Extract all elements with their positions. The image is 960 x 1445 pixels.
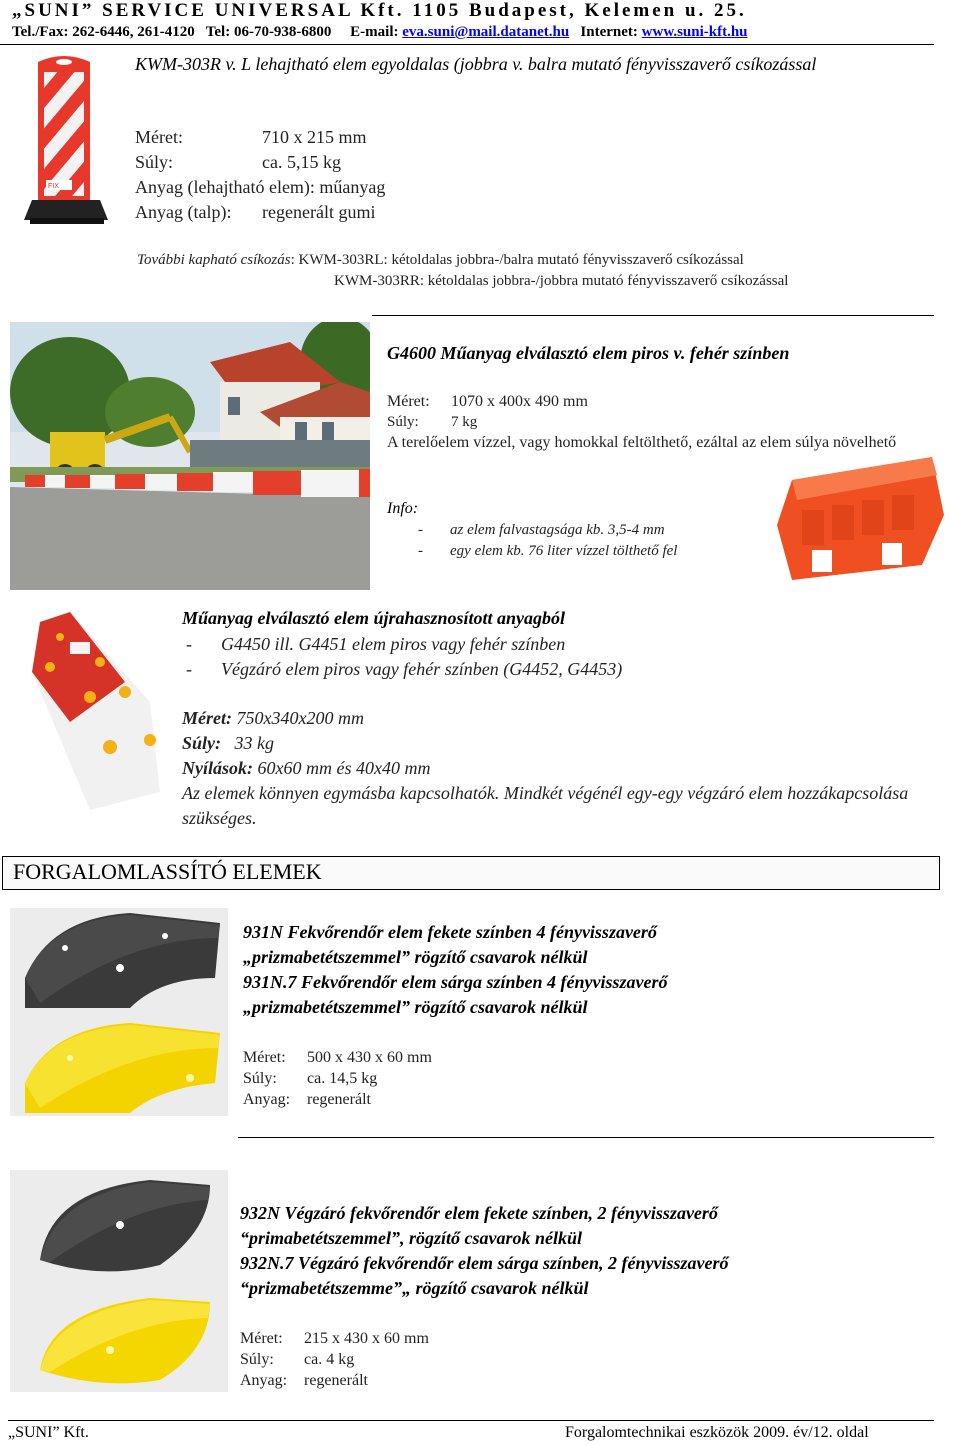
kwm-extra-2: KWM-303RR: kétoldalas jobbra-/jobbra mutató fényvisszaverő csíkozással [334, 273, 789, 289]
g4450-openings-label: Nyílások: [182, 758, 253, 778]
p931-divider [238, 1137, 934, 1138]
kwm-material-2-value: regenerált gumi [262, 202, 376, 222]
g4450-barrier-image [30, 612, 162, 810]
p932-size-label: Méret: [240, 1330, 283, 1347]
kwm-extra-1: : KWM-303RL: kétoldalas jobbra-/balra mutató fényvisszaverő csíkozással [290, 252, 744, 268]
g4450-size-value: 750x340x200 mm [231, 708, 364, 728]
kwm-extra-label: További kapható csíkozás [137, 252, 291, 268]
kwm-logo-text: FIX [48, 183, 59, 190]
p932-endpiece-image [10, 1170, 228, 1392]
kwm-material-1: Anyag (lehajtható elem): műanyag [135, 177, 386, 197]
g4450-note: Az elemek könnyen egymásba kapcsolhatók. Mindkét végénél egy-egy végzáró elem hozzákapcsolása szükséges. [182, 783, 909, 828]
section-heading: FORGALOMLASSÍTÓ ELEMEK [13, 859, 322, 884]
p931-line-2: „prizmabetétszemmel” rögzítő csavarok nélkül [243, 947, 588, 967]
g4600-info-list: - az elem falvastagsága kb. 3,5-4 mm - egy elem kb. 76 liter vízzel tölthető fel [418, 522, 678, 559]
g4450-title: Műanyag elválasztó elem újrahasznosított anyagból [182, 608, 566, 628]
kwm-weight-label: Súly: [135, 152, 174, 172]
p931-line-4: „prizmabetétszemmel” rögzítő csavarok nélkül [243, 997, 588, 1017]
website-link[interactable]: www.suni-kft.hu [641, 24, 748, 40]
kwm-size-value: 710 x 215 mm [262, 127, 367, 147]
kwm-material-2-label: Anyag (talp): [135, 202, 232, 222]
p931-weight-label: Súly: [243, 1070, 277, 1087]
email-link[interactable]: eva.suni@mail.datanet.hu [402, 24, 570, 40]
p931-material-value: regenerált [307, 1091, 371, 1108]
p931-line-3: 931N.7 Fekvőrendőr elem sárga színben 4 fényvisszaverő [243, 972, 668, 992]
p932-line-3: 932N.7 Végzáró fekvőrendőr elem sárga színben, 2 fényvisszaverő [240, 1253, 729, 1273]
p931-size-label: Méret: [243, 1049, 286, 1066]
g4600-street-photo [10, 322, 370, 590]
g4600-description: A terelőelem vízzel, vagy homokkal feltölthető, ezáltal az elem súlya növelhető [387, 434, 897, 451]
kwm-extra-stripes [137, 250, 788, 292]
p932-material-value: regenerált [304, 1372, 368, 1389]
g4450-item-2: Végzáró elem piros vagy fehér színben (G4452, G4453) [221, 659, 623, 679]
p931-speedbump-image [10, 908, 228, 1116]
p932-title [240, 1201, 728, 1301]
contact-phones: Tel./Fax: 262-6446, 261-4120 Tel: 06-70-938-6800 E-mail: [12, 24, 403, 40]
company-header: „SUNI” SERVICE UNIVERSAL Kft. 1105 Budapest, Kelemen u. 25. [12, 0, 747, 21]
header-divider [0, 44, 934, 45]
g4600-specs [387, 392, 907, 453]
footer-company: „SUNI” Kft. [8, 1424, 89, 1441]
g4600-barrier-image [772, 455, 944, 580]
g4450-openings-value: 60x60 mm és 40x40 mm [253, 758, 431, 778]
p932-weight-value: ca. 4 kg [304, 1351, 355, 1368]
g4600-weight-value: 7 kg [451, 414, 478, 430]
g4450-item-1: G4450 ill. G4451 elem piros vagy fehér színben [221, 634, 566, 654]
p931-specs [243, 1047, 432, 1110]
kwm-title [135, 52, 895, 77]
g4450-weight-label: Súly: [182, 733, 222, 753]
p932-size-value: 215 x 430 x 60 mm [304, 1330, 429, 1347]
p932-material-label: Anyag: [240, 1372, 288, 1389]
g4600-weight-label: Súly: [387, 414, 419, 430]
kwm-size-label: Méret: [135, 127, 183, 147]
g4450-specs [182, 706, 922, 831]
kwm-weight-value: ca. 5,15 kg [262, 152, 341, 172]
section-heading-box [2, 856, 940, 890]
p931-line-1: 931N Fekvőrendőr elem fekete színben 4 fényvisszaverő [243, 922, 657, 942]
g4450-list: - G4450 ill. G4451 elem piros vagy fehér színben - Végzáró elem piros vagy fehér színben (G4452, G4453) [186, 634, 623, 679]
p932-weight-label: Súly: [240, 1351, 274, 1368]
kwm-title-text: KWM-303R v. L lehajtható elem egyoldalas (jobbra v. balra mutató fényvisszaverő csíkozással [135, 54, 817, 74]
g4450-size-label: Méret: [182, 708, 232, 728]
g4600-size-label: Méret: [387, 393, 430, 410]
internet-label: Internet: [569, 24, 642, 40]
contact-line [12, 24, 748, 41]
g4600-size-value: 1070 x 400x 490 mm [451, 393, 588, 410]
kwm-specs [135, 125, 385, 225]
g4600-title: G4600 Műanyag elválasztó elem piros v. fehér színben [387, 343, 790, 363]
g4600-info-1: az elem falvastagsága kb. 3,5-4 mm [450, 522, 665, 538]
p931-size-value: 500 x 430 x 60 mm [307, 1049, 432, 1066]
p932-line-2: “primabetétszemmel”, rögzítő csavarok nélkül [240, 1228, 582, 1248]
p932-specs [240, 1328, 429, 1391]
p931-title [243, 920, 667, 1020]
kwm-303r-image [8, 50, 120, 240]
g4600-info-label: Info: [387, 500, 419, 517]
footer-page-info: Forgalomtechnikai eszközök 2009. év/12. oldal [565, 1424, 869, 1441]
kwm-divider [372, 315, 934, 316]
p932-line-1: 932N Végzáró fekvőrendőr elem fekete színben, 2 fényvisszaverő [240, 1203, 718, 1223]
p932-line-4: “prizmabetétszemme”„ rögzítő csavarok nélkül [240, 1278, 589, 1298]
p931-material-label: Anyag: [243, 1091, 291, 1108]
g4600-info-2: egy elem kb. 76 liter vízzel tölthető fel [450, 543, 678, 559]
p931-weight-value: ca. 14,5 kg [307, 1070, 378, 1087]
footer-divider [8, 1420, 934, 1421]
g4450-weight-value: 33 kg [221, 733, 275, 753]
